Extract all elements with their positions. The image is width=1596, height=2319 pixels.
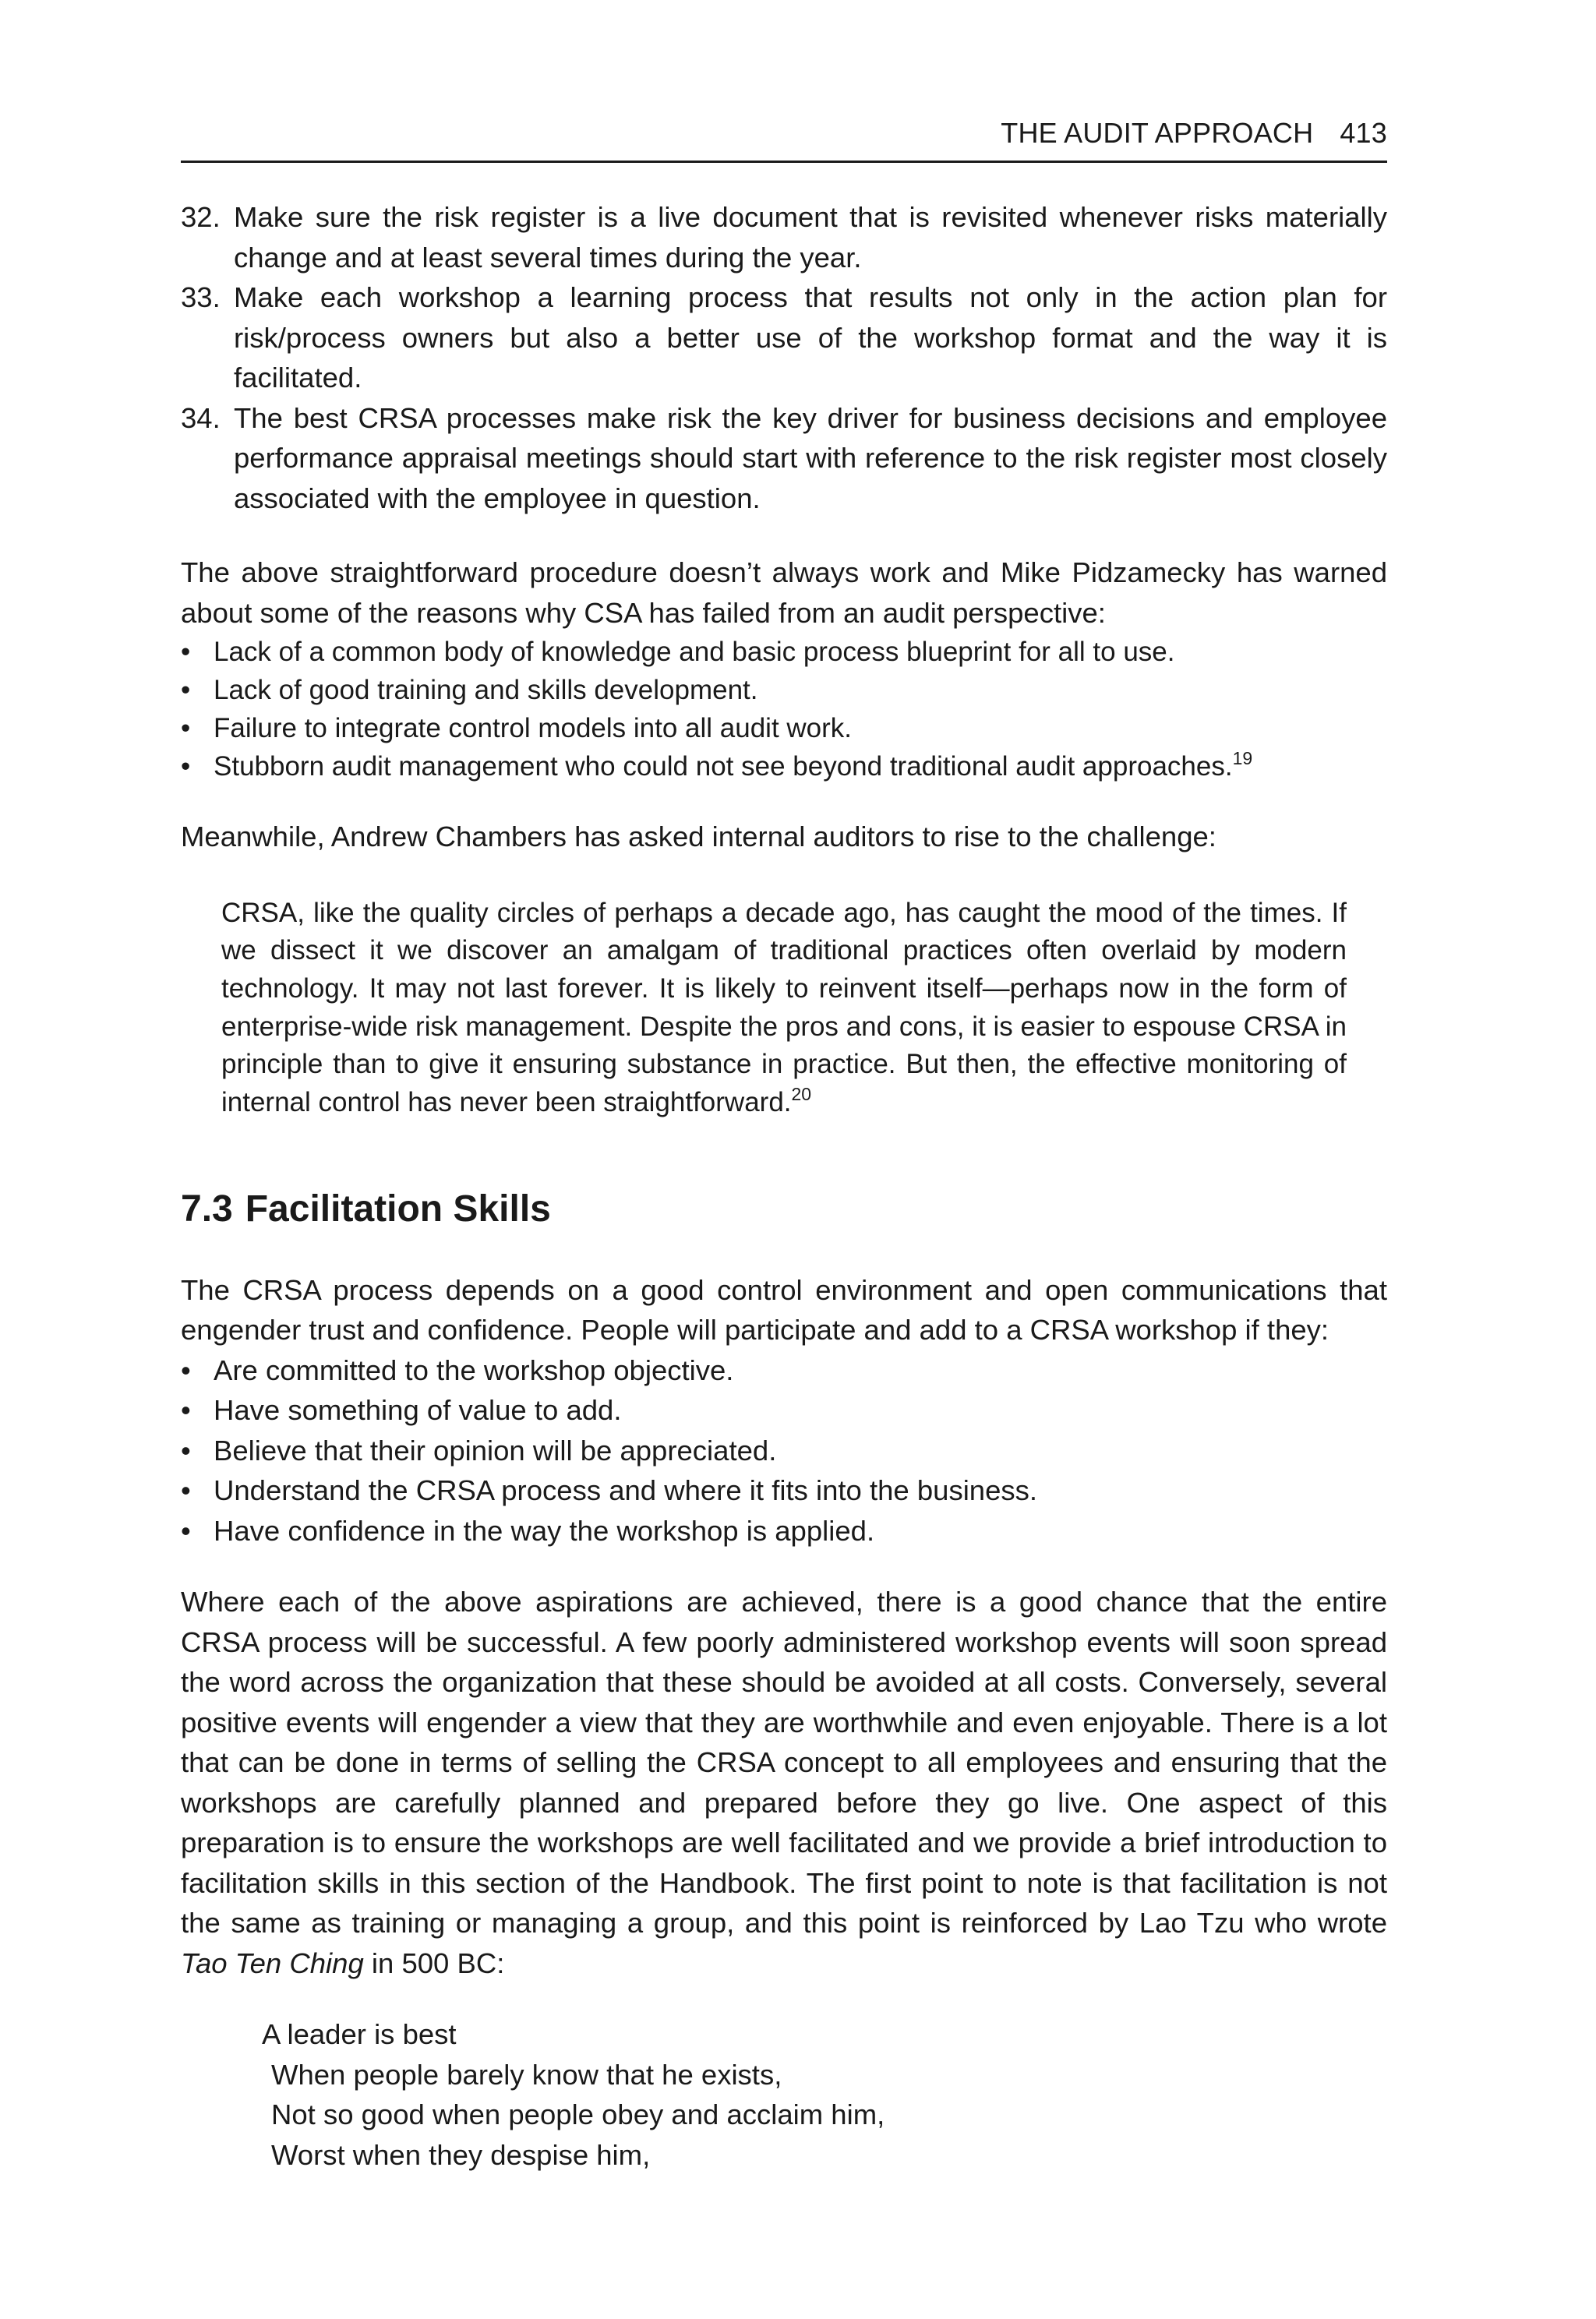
page-number: 413 [1340, 117, 1387, 149]
verse-block [262, 2014, 1387, 2175]
paragraph [181, 1582, 1387, 1983]
verse-line: A leader is best [262, 2018, 457, 2051]
list-item-text: Believe that their opinion will be appreciated. [214, 1434, 777, 1467]
list-item [181, 1511, 1387, 1551]
list-item [181, 1390, 1387, 1431]
verse-line: When people barely know that he exists, [271, 2058, 782, 2091]
bullet-icon: • [181, 1514, 191, 1547]
list-item [181, 709, 1387, 747]
item-number: 34. [181, 401, 221, 434]
bullet-icon: • [181, 1474, 191, 1507]
running-title: THE AUDIT APPROACH [1001, 117, 1314, 149]
paragraph-text: : [496, 1947, 505, 1979]
item-number: 32. [181, 201, 221, 233]
item-text: The best CRSA processes make risk the key driver for business decisions and employee performance appraisal meetings should start with reference to the risk register most closely associated with the employee in question. [234, 401, 1387, 514]
paragraph-text: Where each of the above aspirations are achieved, there is a good chance that the entire CRSA process will be successful. A few poorly administered workshop events will soon spread the word across the organization that these should be avoided at all costs. Conversely, several positive events will engender a view that they are worthwhile and even enjoyable. There is a lot that can be done in terms of selling the CRSA concept to all employees and ensuring that the workshops are carefully planned and prepared before they go live. One aspect of this preparation is to ensure the workshops are well facilitated and we provide a brief introduction to facilitation skills in this section of the Handbook. The first point to note is that facilitation is not the same as training or managing a group, and this point is reinforced by Lao Tzu who wrote [181, 1586, 1387, 1940]
section-title: Facilitation Skills [245, 1188, 551, 1230]
numbered-item [181, 277, 1387, 398]
numbered-item [181, 197, 1387, 277]
list-item-text: Failure to integrate control models into all audit work. [214, 713, 853, 743]
bullet-icon: • [181, 1354, 191, 1386]
list-item [181, 671, 1387, 709]
bullet-list [181, 1350, 1387, 1551]
bullet-icon: • [181, 637, 191, 667]
book-title: Tao Ten Ching [181, 1947, 364, 1979]
running-header [181, 117, 1387, 163]
list-item-text: Have confidence in the way the workshop is applied. [214, 1514, 875, 1547]
list-item-text: Lack of good training and skills development. [214, 675, 758, 705]
list-item-text: Understand the CRSA process and where it fits into the business. [214, 1474, 1038, 1507]
paragraph-text: in 500 [363, 1947, 457, 1979]
item-text: Make each workshop a learning process that results not only in the action plan for risk/process owners but also a better use of the workshop format and the way it is facilitated. [234, 281, 1387, 394]
list-item-text: Stubborn audit management who could not see beyond traditional audit approaches. [214, 751, 1233, 782]
bullet-icon: • [181, 713, 191, 743]
numbered-list [181, 197, 1387, 518]
list-item [181, 633, 1387, 671]
paragraph: The above straightforward procedure doesn’t always work and Mike Pidzamecky has warned about some of the reasons why CSA has failed from an audit perspective: [181, 556, 1387, 629]
quote-text: CRSA, like the quality circles of perhaps a decade ago, has caught the mood of the times. If we dissect it we discover an amalgam of traditional practices often overlaid by modern technology. It may not last forever. It is likely to reinvent itself—perhaps now in the form of enterprise-wide risk management. Despite the pros and cons, it is easier to espouse CRSA in principle than to give it ensuring substance in practice. But then, the effective monitoring of internal control has never been straightforward. [221, 897, 1347, 1118]
list-item [181, 1431, 1387, 1471]
page-content [181, 117, 1387, 2175]
bullet-icon: • [181, 1434, 191, 1467]
era-abbrev: BC [457, 1947, 497, 1979]
list-item [181, 747, 1387, 785]
bullet-icon: • [181, 1394, 191, 1427]
list-item [181, 1470, 1387, 1511]
footnote-ref[interactable]: 19 [1232, 748, 1253, 768]
item-number: 33. [181, 281, 221, 313]
list-item-text: Have something of value to add. [214, 1394, 622, 1427]
footnote-ref[interactable]: 20 [791, 1084, 812, 1105]
verse-line: Worst when they despise him, [271, 2138, 651, 2171]
numbered-item [181, 398, 1387, 519]
paragraph: The CRSA process depends on a good control environment and open communications that engender trust and confidence. People will participate and add to a CRSA workshop if they: [181, 1273, 1387, 1347]
paragraph: Meanwhile, Andrew Chambers has asked internal auditors to rise to the challenge: [181, 821, 1216, 852]
section-number: 7.3 [181, 1188, 233, 1230]
section-heading [181, 1186, 1387, 1233]
bullet-icon: • [181, 675, 191, 705]
bullet-icon: • [181, 751, 191, 782]
block-quote [221, 895, 1347, 1122]
bullet-list [181, 633, 1387, 785]
item-text: Make sure the risk register is a live document that is revisited whenever risks materially change and at least several times during the year. [234, 201, 1387, 274]
list-item-text: Lack of a common body of knowledge and basic process blueprint for all to use. [214, 637, 1175, 667]
verse-line: Not so good when people obey and acclaim him, [271, 2098, 885, 2131]
list-item-text: Are committed to the workshop objective. [214, 1354, 734, 1386]
list-item [181, 1350, 1387, 1391]
